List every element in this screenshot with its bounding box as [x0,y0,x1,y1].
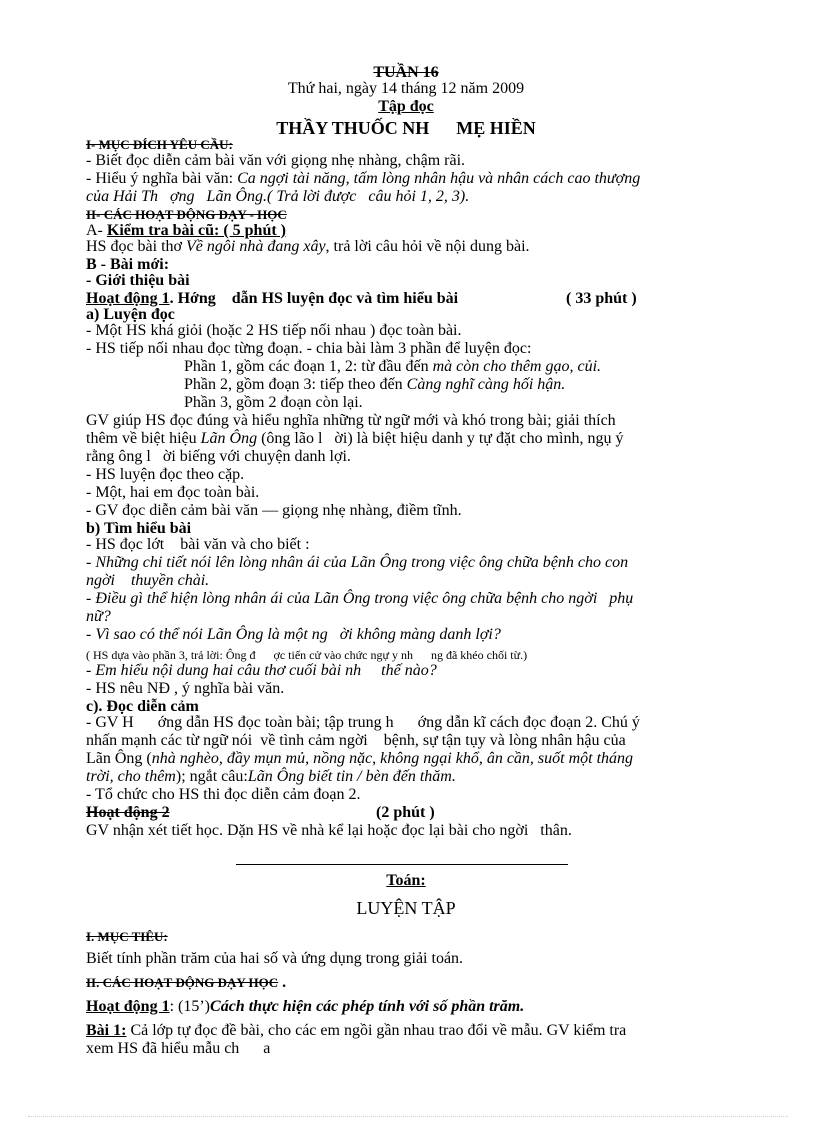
exercise-1-line-2: xem HS đã hiểu mẫu ch a [86,1040,271,1057]
question-1-line-2: ngời thuyền chài. [86,572,210,589]
activity-2-heading: Hoạt động 2 [86,804,170,821]
reading-line-2: - HS tiếp nối nhau đọc từng đoạn. - chia bài làm 3 phần để luyện đọc: [86,340,532,357]
math-activity-1-line: Hoạt động 1: (15’)Cách thực hiện các phép tính với số phần trăm. [86,998,525,1015]
lesson-title: THẦY THUỐC NH MẸ HIỀN [276,118,536,138]
part-b-heading: B - Bài mới: [86,256,170,273]
math-objective-line: Biết tính phần trăm của hai số và ứng dụng trong giải toán. [86,950,464,967]
page-bottom-border [28,1116,788,1117]
part-2-line: Phần 2, gồm đoạn 3: tiếp theo đến Càng nghĩ càng hối hận. [184,376,566,393]
teacher-line-3: rằng ông l ời biếng với chuyện danh lợi. [86,448,351,465]
part-3-line: Phần 3, gồm 2 đoạn còn lại. [184,394,363,411]
date-line: Thứ hai, ngày 14 tháng 12 năm 2009 [287,80,525,97]
expressive-line-4: trời, cho thêm); ngắt câu:Lãn Ông biết tin / bèn đến thăm. [86,768,456,785]
question-2-line-1: - Điều gì thể hiện lòng nhân ái của Lãn Ông trong việc ông chữa bệnh cho ngời phụ [86,590,634,607]
comprehension-heading: b) Tìm hiểu bài [86,520,192,537]
question-2-line-2: nữ? [86,608,111,625]
activity-2-line: GV nhận xét tiết học. Dặn HS về nhà kể lại hoặc đọc lại bài cho ngời thân. [86,822,572,839]
objective-line-2: - Hiểu ý nghĩa bài văn: Ca ngợi tài năng, tấm lòng nhân hậu và nhân cách cao thượng [86,170,641,187]
math-objectives-heading: I. MỤC TIÊU: [86,929,168,944]
question-4-line: - Em hiểu nội dung hai câu thơ cuối bài nh thế nào? [86,662,437,679]
intro-heading: - Giới thiệu bài [86,272,190,289]
teacher-line-1: GV giúp HS đọc đúng và hiểu nghĩa những từ ngữ mới và khó trong bài; giải thích [86,412,616,429]
expressive-line-5: - Tổ chức cho HS thi đọc diễn cảm đoạn 2. [86,786,361,803]
expressive-line-1: - GV H ớng dẫn HS đọc toàn bài; tập trung h ớng dẫn kĩ cách đọc đoạn 2. Chú ý [86,714,640,731]
teacher-line-2: thêm về biệt hiệu Lãn Ông (ông lão l ời) là biệt hiệu danh y tự đặt cho mình, ngụ ý [86,430,624,447]
week-heading: TUẦN 16 [373,64,439,81]
objective-line-3: của Hải Th ợng Lãn Ông.( Trả lời được câu hỏi 1, 2, 3). [86,188,470,205]
reading-line-5: - GV đọc diễn cảm bài văn — giọng nhẹ nhàng, điềm tĩnh. [86,502,462,519]
activity-2-time: (2 phút ) [376,804,435,821]
comprehension-line-1: - HS đọc lớt bài văn và cho biết : [86,536,310,553]
exercise-1-line-1: Bài 1: Cả lớp tự đọc đề bài, cho các em ngồi gần nhau trao đổi về mẫu. GV kiểm tra [86,1022,627,1039]
reading-line-3: - HS luyện đọc theo cặp. [86,466,245,483]
section-divider [236,864,568,865]
question-1-line-1: - Những chi tiết nói lên lòng nhân ái của Lãn Ông trong việc ông chữa bệnh cho con [86,554,629,571]
expressive-line-3: Lãn Ông (nhà nghèo, đầy mụn mủ, nồng nặc, không ngại khổ, ân cần, suốt một tháng [86,750,634,767]
expressive-reading-heading: c). Đọc diễn cảm [86,698,199,715]
expressive-line-2: nhấn mạnh các từ ngữ nói về tình cảm ngời bệnh, sự tận tụy và lòng nhân hậu của [86,732,626,749]
objective-line-1: - Biết đọc diễn cảm bài văn với giọng nhẹ nhàng, chậm rãi. [86,152,466,169]
section-activities-heading: II- CÁC HOẠT ĐỘNG DẠY - HỌC [86,207,287,222]
part-1-line: Phần 1, gồm các đoạn 1, 2: từ đầu đến mà còn cho thêm gạo, củi. [184,358,602,375]
part-a-heading: A- Kiểm tra bài cũ: ( 5 phút ) [86,222,286,239]
section-objectives-heading: I- MỤC ĐÍCH YÊU CẦU: [86,137,233,152]
reading-line-4: - Một, hai em đọc toàn bài. [86,484,260,501]
part-a-line: HS đọc bài thơ Về ngôi nhà đang xây, trả lời câu hỏi về nội dung bài. [86,238,530,255]
math-lesson-title: LUYỆN TẬP [356,898,456,918]
comprehension-line-last: - HS nêu NĐ , ý nghĩa bài văn. [86,680,285,697]
reading-practice-heading: a) Luyện đọc [86,306,175,323]
activity-1-heading: Hoạt động 1. Hớng dẫn HS luyện đọc và tìm hiểu bài [86,290,459,307]
answer-hint: ( HS dựa vào phần 3, trả lời: Ông đ ợc tiến cử vào chức ngự y nh ng đã khéo chối từ.) [86,648,528,662]
math-subject-label: Toán: [386,872,426,889]
activity-1-time: ( 33 phút ) [566,290,637,307]
reading-line-1: - Một HS khá giỏi (hoặc 2 HS tiếp nối nhau ) đọc toàn bài. [86,322,462,339]
question-3-line: - Vì sao có thể nói Lãn Ông là một ng ời không màng danh lợi? [86,626,501,643]
math-activities-heading: II. CÁC HOẠT ĐỘNG DẠY HỌC . [86,974,287,991]
subject-label: Tập đọc [378,98,434,115]
